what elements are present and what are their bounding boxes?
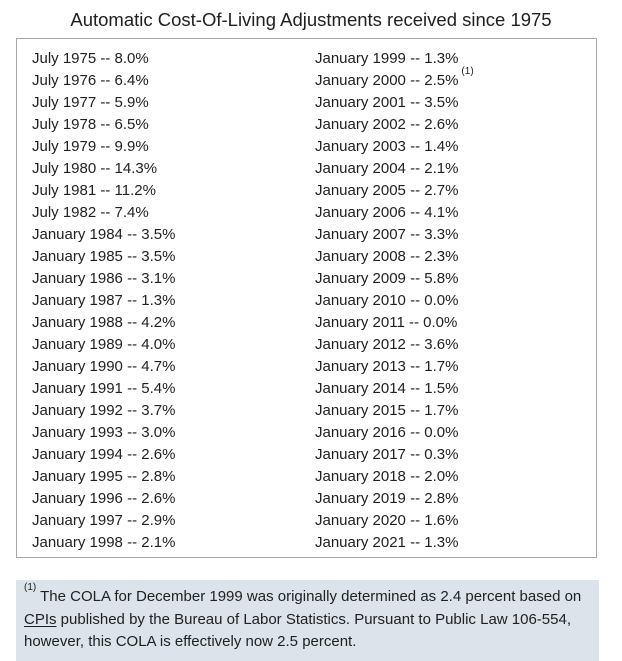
cola-entry [32,290,175,312]
cola-entry [315,312,474,334]
cola-entry-text: July 1975 -- 8.0% [32,50,149,67]
cola-entry [32,422,175,444]
cola-entry [315,92,474,114]
cola-entry-text: January 2015 -- 1.7% [315,402,459,419]
cola-entry-text: January 1989 -- 4.0% [32,336,176,353]
cola-entry-text: January 2009 -- 5.8% [315,270,459,287]
cola-entry-text: January 1988 -- 4.2% [32,314,176,331]
cola-entry [315,246,474,268]
cola-entry-text: January 1986 -- 3.1% [32,270,176,287]
cola-entry [32,334,175,356]
cola-entry [32,466,175,488]
cola-entry [32,158,175,180]
cola-entry [315,334,474,356]
table-title: Automatic Cost-Of-Living Adjustments received since 1975 [70,9,552,30]
cola-entry [315,158,474,180]
cola-entry [315,444,474,466]
cola-entry-text: January 2018 -- 2.0% [315,468,459,485]
cola-entry [32,378,175,400]
cola-entry-text: July 1982 -- 7.4% [32,204,149,221]
cola-entry-text: January 2011 -- 0.0% [315,314,458,331]
cola-entry [32,180,175,202]
cola-entry [315,356,474,378]
cola-entry [315,114,474,136]
cola-entry-text: January 2007 -- 3.3% [315,226,459,243]
cola-entry-text: July 1980 -- 14.3% [32,160,158,177]
cola-entry-text: January 2021 -- 1.3% [315,534,459,551]
cola-column-left [32,48,175,554]
cola-entry [315,488,474,510]
cola-entry-text: January 2004 -- 2.1% [315,160,459,177]
cola-entry [32,70,175,92]
cola-entry [315,422,474,444]
cola-entry-text: January 1995 -- 2.8% [32,468,176,485]
cola-entry [32,202,175,224]
cola-entry-text: July 1978 -- 6.5% [32,116,149,133]
cola-entry-text: January 2003 -- 1.4% [315,138,459,155]
cola-entry-text: January 1984 -- 3.5% [32,226,176,243]
cola-entry [32,92,175,114]
cola-entry-text: January 2016 -- 0.0% [315,424,459,441]
cola-entry [315,180,474,202]
footnote-reference[interactable]: (1) [461,66,474,77]
cola-entry [315,202,474,224]
cola-entry-text: July 1979 -- 9.9% [32,138,149,155]
cola-entry-text: January 2005 -- 2.7% [315,182,459,199]
cola-entry-text: January 2002 -- 2.6% [315,116,459,133]
cola-entry-text: January 1993 -- 3.0% [32,424,176,441]
cola-entry [315,224,474,246]
cola-entry-text: January 1994 -- 2.6% [32,446,176,463]
cola-entry-text: July 1976 -- 6.4% [32,72,149,89]
cola-entry-text: January 1987 -- 1.3% [32,292,176,309]
cola-entry-text: July 1977 -- 5.9% [32,94,149,111]
cola-entry-text: January 1991 -- 5.4% [32,380,176,397]
cola-entry-text: January 2000 -- 2.5% [315,72,459,89]
cola-entry-text: January 1990 -- 4.7% [32,358,176,375]
footnote-text-before: The COLA for December 1999 was originally determined as 2.4 percent based on [36,588,582,605]
cola-entry [32,268,175,290]
cola-entry [32,532,175,554]
cola-entry [32,400,175,422]
cola-entry [32,114,175,136]
cola-entry-text: January 2010 -- 0.0% [315,292,459,309]
cola-entry [315,400,474,422]
cola-entry-text: January 2019 -- 2.8% [315,490,459,507]
cola-entry-text: January 1985 -- 3.5% [32,248,176,265]
cola-entry-text: January 1999 -- 1.3% [315,50,459,67]
cola-entry [32,312,175,334]
cola-entry [32,444,175,466]
cola-entry-text: January 2017 -- 0.3% [315,446,459,463]
cola-entry [32,246,175,268]
cola-entry-text: July 1981 -- 11.2% [32,182,156,199]
cpis-link[interactable]: CPIs [24,610,57,628]
cola-entry [315,66,474,92]
cola-entry-text: January 1997 -- 2.9% [32,512,176,529]
footnote-text-after: published by the Bureau of Labor Statistics. Pursuant to Public Law 106-554, however, this COLA is effectively now 2.5 percent. [24,610,571,650]
cola-entry [315,378,474,400]
cola-entry-text: January 2008 -- 2.3% [315,248,459,265]
cola-entry [315,466,474,488]
cola-entry [315,268,474,290]
cola-entry [315,532,474,554]
cola-entry-text: January 1996 -- 2.6% [32,490,176,507]
cola-column-right [315,48,474,554]
cola-entry [32,356,175,378]
footnote-marker: (1) [24,582,37,593]
cola-entry-text: January 2014 -- 1.5% [315,380,459,397]
cola-entry [315,136,474,158]
cola-entry [32,510,175,532]
cola-entry-text: January 2006 -- 4.1% [315,204,459,221]
cola-entry-text: January 2020 -- 1.6% [315,512,459,529]
footnote-box [16,580,599,661]
cola-entry-text: January 2001 -- 3.5% [315,94,459,111]
cola-entry-text: January 1992 -- 3.7% [32,402,176,419]
cola-entry [315,510,474,532]
cola-entry [315,48,474,70]
cola-table [16,38,597,558]
cola-entry-text: January 2013 -- 1.7% [315,358,459,375]
cola-entry-text: January 2012 -- 3.6% [315,336,459,353]
cola-entry [32,224,175,246]
cola-entry [32,488,175,510]
cola-entry [32,136,175,158]
cola-entry [32,48,175,70]
cola-entry [315,290,474,312]
cola-entry-text: January 1998 -- 2.1% [32,534,176,551]
